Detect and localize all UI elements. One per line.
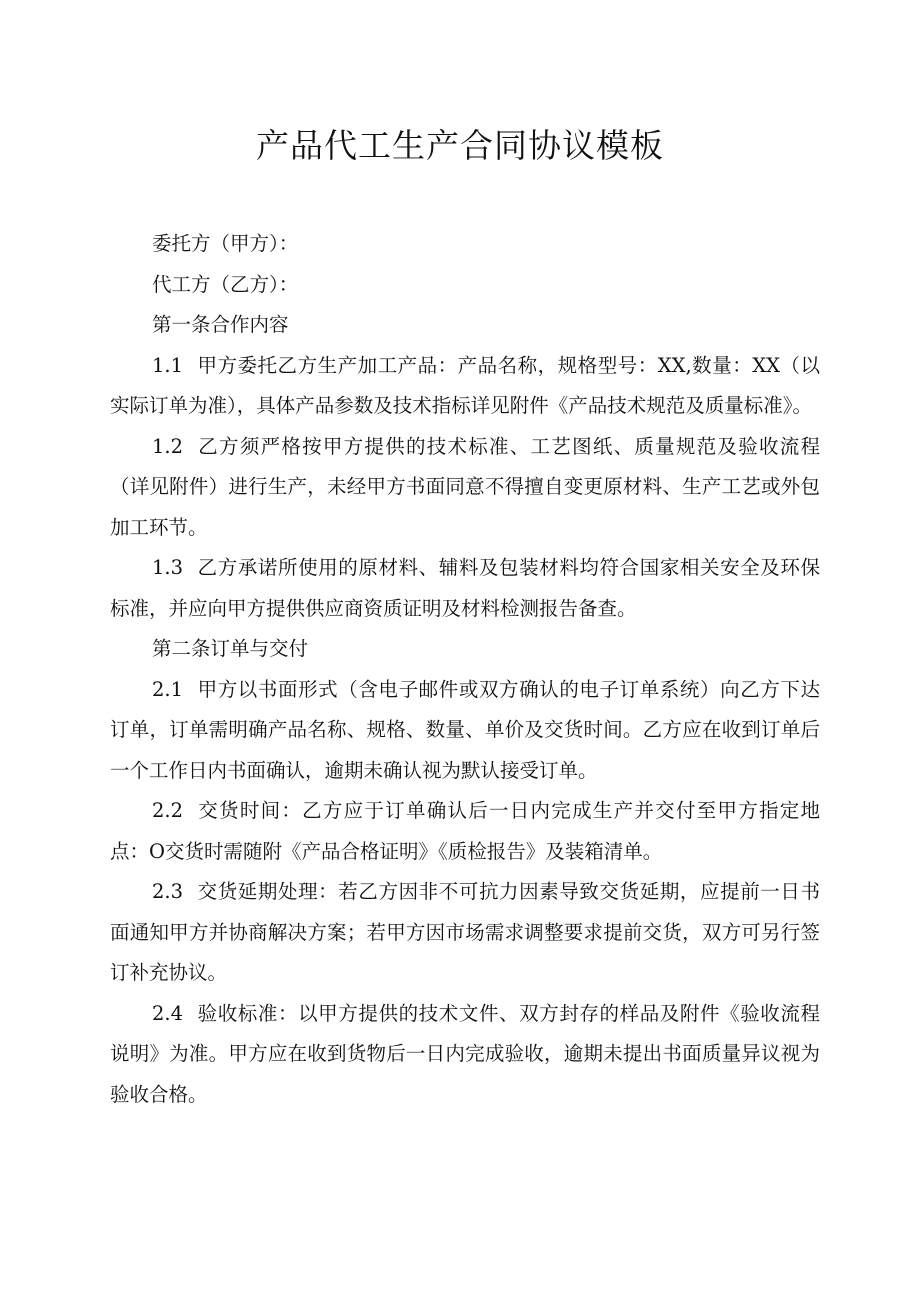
clause-1-3	[110, 548, 820, 629]
clause-text: 乙方承诺所使用的原材料、辅料及包装材料均符合国家相关安全及环保标准，并应向甲方提供供应商资质证明及材料检测报告备查。	[110, 556, 820, 620]
section-heading-1: 第一条合作内容	[152, 313, 289, 336]
document-body	[110, 224, 820, 1115]
party-a-line: 委托方（甲方）：	[152, 232, 299, 255]
clause-2-1	[110, 670, 820, 792]
clause-number: 1.2	[152, 434, 184, 458]
clause-text: 交货时间：乙方应于订单确认后一日内完成生产并交付至甲方指定地点：O交货时需随附《产品合格证明》《质检报告》及装箱清单。	[110, 799, 820, 863]
clause-number: 2.1	[152, 677, 184, 701]
clause-text: 甲方以书面形式（含电子邮件或双方确认的电子订单系统）向乙方下达订单，订单需明确产品名称、规格、数量、单价及交货时间。乙方应在收到订单后一个工作日内书面确认，逾期未确认视为默认接受订单。	[110, 677, 820, 782]
clause-number: 2.3	[152, 880, 184, 903]
clause-1-1	[110, 346, 820, 427]
clause-1-2	[110, 427, 820, 549]
clause-number: 1.3	[152, 556, 184, 579]
clause-text: 甲方委托乙方生产加工产品：产品名称，规格型号：XX,数量：XX（以实际订单为准），具体产品参数及技术指标详见附件《产品技术规范及质量标准》。	[110, 353, 820, 417]
clause-number: 2.4	[152, 1001, 184, 1025]
document-title: 产品代工生产合同协议模板	[256, 126, 664, 165]
clause-2-3	[110, 872, 820, 994]
clause-text: 乙方须严格按甲方提供的技术标准、工艺图纸、质量规范及验收流程（详见附件）进行生产，未经甲方书面同意不得擅自变更原材料、生产工艺或外包加工环节。	[110, 434, 820, 539]
clause-number: 1.1	[152, 353, 184, 377]
clause-text: 验收标准：以甲方提供的技术文件、双方封存的样品及附件《验收流程说明》为准。甲方应在收到货物后一日内完成验收，逾期未提出书面质量异议视为验收合格。	[110, 1001, 820, 1106]
clause-number: 2.2	[152, 799, 184, 822]
clause-2-4	[110, 994, 820, 1116]
clause-2-2	[110, 791, 820, 872]
clause-text: 交货延期处理：若乙方因非不可抗力因素导致交货延期，应提前一日书面通知甲方并协商解决方案；若甲方因市场需求调整要求提前交货，双方可另行签订补充协议。	[110, 880, 820, 984]
party-b-line: 代工方（乙方）：	[152, 272, 299, 296]
section-heading-2: 第二条订单与交付	[152, 637, 309, 660]
